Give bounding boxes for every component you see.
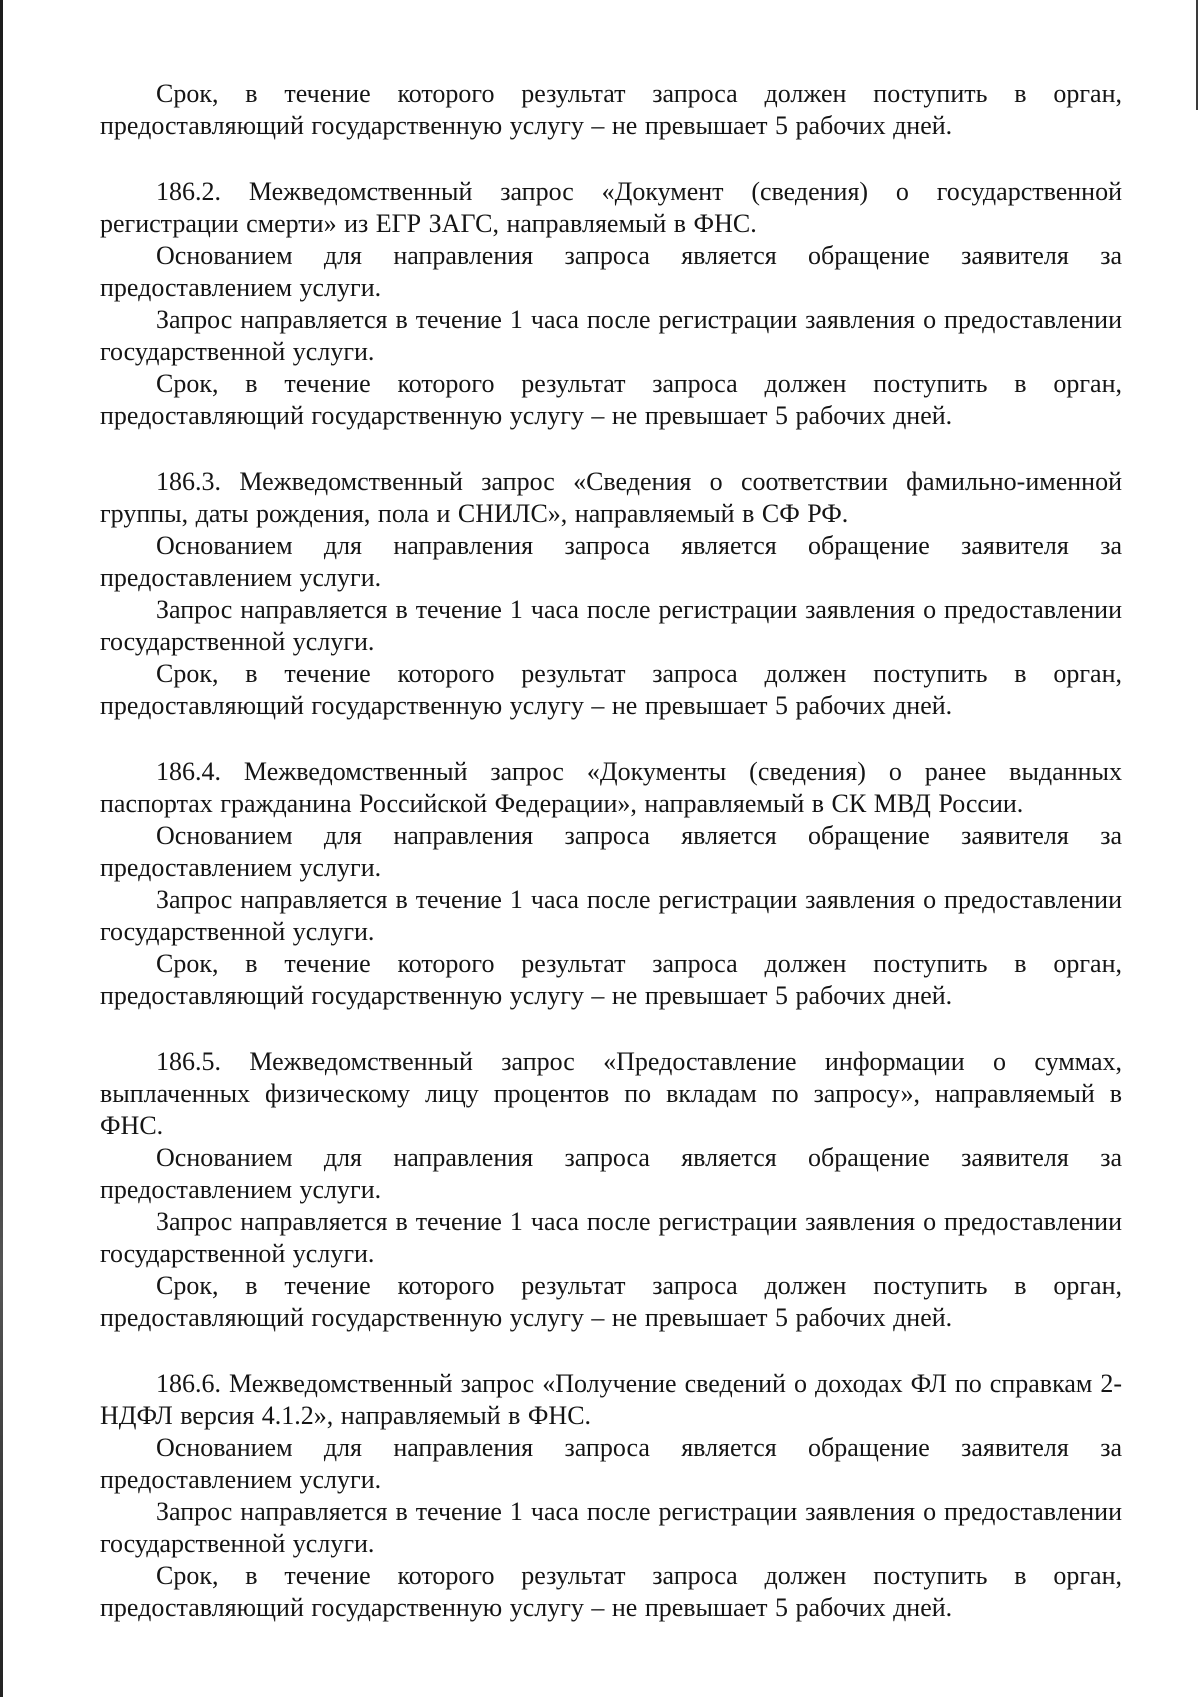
paragraph-basis: Основанием для направления запроса является обращение заявителя за предоставлением услуги. [100, 1433, 1122, 1494]
paragraph-basis: Основанием для направления запроса является обращение заявителя за предоставлением услуги. [100, 241, 1122, 302]
section-186-5 [100, 1046, 1122, 1334]
paragraph-deadline: Срок, в течение которого результат запроса должен поступить в орган, предоставляющий государственную услугу – не превышает 5 рабочих дней. [100, 949, 1122, 1010]
section-continuation [100, 78, 1122, 142]
paragraph-deadline: Срок, в течение которого результат запроса должен поступить в орган, предоставляющий государственную услугу – не превышает 5 рабочих дней. [100, 1271, 1122, 1332]
paragraph-basis: Основанием для направления запроса является обращение заявителя за предоставлением услуги. [100, 1143, 1122, 1204]
paragraph-timing: Запрос направляется в течение 1 часа после регистрации заявления о предоставлении государственной услуги. [100, 305, 1122, 366]
paragraph-deadline: Срок, в течение которого результат запроса должен поступить в орган, предоставляющий государственную услугу – не превышает 5 рабочих дней. [100, 1561, 1122, 1622]
section-186-4 [100, 756, 1122, 1012]
paragraph-request-heading: 186.4. Межведомственный запрос «Документы (сведения) о ранее выданных паспортах гражданина Российской Федерации», направляемый в СК МВД России. [100, 757, 1122, 818]
paragraph-deadline: Срок, в течение которого результат запроса должен поступить в орган, предоставляющий государственную услугу – не превышает 5 рабочих дней. [100, 369, 1122, 430]
section-186-6 [100, 1368, 1122, 1624]
paragraph-deadline: Срок, в течение которого результат запроса должен поступить в орган, предоставляющий государственную услугу – не превышает 5 рабочих дней. [100, 79, 1122, 140]
paragraph-timing: Запрос направляется в течение 1 часа после регистрации заявления о предоставлении государственной услуги. [100, 1497, 1122, 1558]
paragraph-timing: Запрос направляется в течение 1 часа после регистрации заявления о предоставлении государственной услуги. [100, 885, 1122, 946]
document-body [100, 78, 1122, 1624]
paragraph-basis: Основанием для направления запроса является обращение заявителя за предоставлением услуги. [100, 821, 1122, 882]
paragraph-request-heading: 186.3. Межведомственный запрос «Сведения о соответствии фамильно-именной группы, даты рождения, пола и СНИЛС», направляемый в СФ РФ. [100, 467, 1122, 528]
paragraph-request-heading: 186.2. Межведомственный запрос «Документ (сведения) о государственной регистрации смерти» из ЕГР ЗАГС, направляемый в ФНС. [100, 177, 1122, 238]
paragraph-basis: Основанием для направления запроса является обращение заявителя за предоставлением услуги. [100, 531, 1122, 592]
paragraph-request-heading: 186.5. Межведомственный запрос «Предоставление информации о суммах, выплаченных физическому лицу процентов по вкладам по запросу», направляемый в ФНС. [100, 1047, 1122, 1140]
paragraph-request-heading: 186.6. Межведомственный запрос «Получение сведений о доходах ФЛ по справкам 2-НДФЛ версия 4.1.2», направляемый в ФНС. [100, 1369, 1122, 1430]
section-186-3 [100, 466, 1122, 722]
scan-left-edge [0, 0, 3, 1697]
scan-right-edge [1196, 0, 1198, 110]
paragraph-timing: Запрос направляется в течение 1 часа после регистрации заявления о предоставлении государственной услуги. [100, 595, 1122, 656]
paragraph-deadline: Срок, в течение которого результат запроса должен поступить в орган, предоставляющий государственную услугу – не превышает 5 рабочих дней. [100, 659, 1122, 720]
paragraph-timing: Запрос направляется в течение 1 часа после регистрации заявления о предоставлении государственной услуги. [100, 1207, 1122, 1268]
section-186-2 [100, 176, 1122, 432]
